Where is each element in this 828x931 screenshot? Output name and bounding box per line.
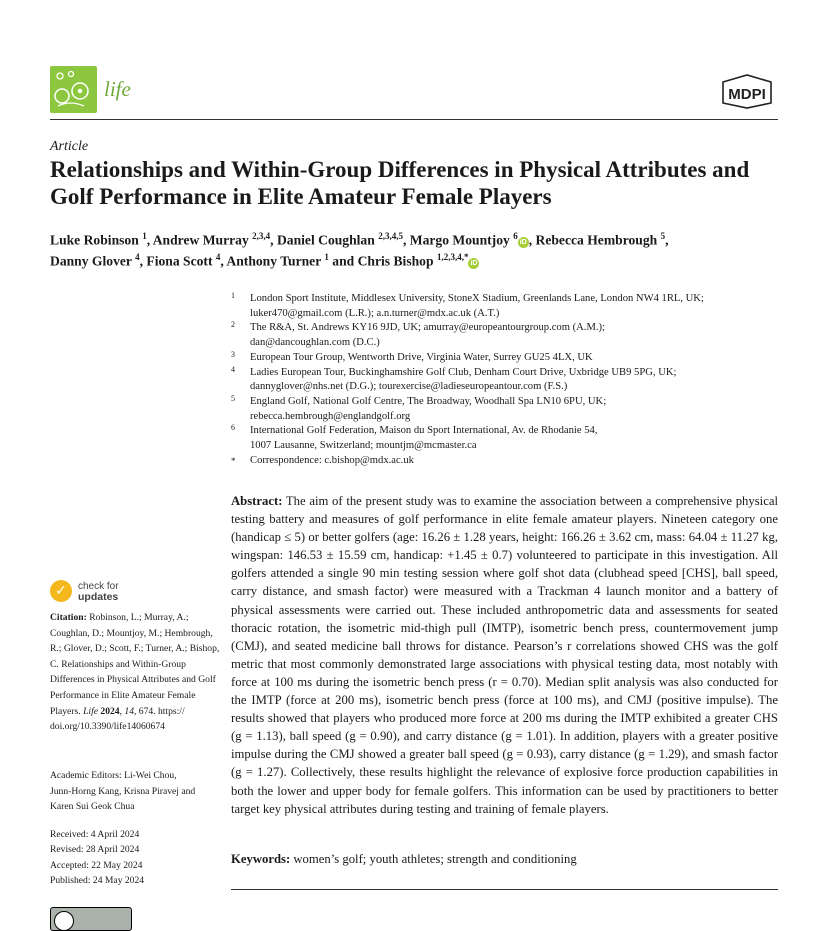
citation-pages: , 674. https:// xyxy=(133,705,185,717)
affiliation-number: 5 xyxy=(231,393,235,403)
author-affiliation-marker: 2,3,4,5 xyxy=(378,231,403,241)
author-separator: , xyxy=(528,232,536,248)
citation-journal: Life xyxy=(83,705,98,717)
keywords-label: Keywords: xyxy=(231,852,291,866)
author-affiliation-marker: 6 xyxy=(513,231,518,241)
author-separator: , xyxy=(146,232,153,248)
orcid-icon[interactable]: iD xyxy=(519,238,527,246)
author-name: Andrew Murray xyxy=(152,232,253,248)
author-affiliation-marker: 4 xyxy=(215,252,221,263)
citation-year: 2024 xyxy=(100,705,120,717)
author-separator: , xyxy=(402,232,410,248)
check-for-updates-badge[interactable] xyxy=(50,580,170,606)
journal-name: life xyxy=(104,77,131,101)
affiliations xyxy=(231,292,791,468)
date-accepted: Accepted: 22 May 2024 xyxy=(50,859,143,871)
academic-editors xyxy=(50,768,220,815)
author-affiliation-marker: 1,2,3,4,* xyxy=(436,252,469,263)
affiliation-number: 2 xyxy=(231,320,235,330)
affiliation-line: England Golf, National Golf Centre, The Broadway, Woodhall Spa LN10 6PU, UK; xyxy=(250,395,607,407)
affiliation-item xyxy=(231,454,791,469)
creative-commons-icon[interactable] xyxy=(50,907,132,931)
author-name: Rebecca Hembrough xyxy=(535,232,661,248)
affiliation-line: International Golf Federation, Maison du Sport International, Av. de Rhodanie 54, xyxy=(250,425,598,437)
affiliation-line: London Sport Institute, Middlesex University, StoneX Stadium, Greenlands Lane, London NW4 1RL, UK; xyxy=(250,293,704,304)
affiliation-line: European Tour Group, Wentworth Drive, Virginia Water, Surrey GU25 4LX, UK xyxy=(250,351,593,363)
abstract-label: Abstract: xyxy=(231,494,283,508)
affiliation-item xyxy=(231,366,791,395)
author-affiliation-marker: 2,3,4 xyxy=(252,231,271,241)
affiliation-line: dan@dancoughlan.com (D.C.) xyxy=(250,337,380,349)
abstract xyxy=(231,492,778,818)
abstract-bottom-rule xyxy=(231,889,778,890)
author-name: Fiona Scott xyxy=(146,253,216,269)
affiliation-line: Ladies European Tour, Buckinghamshire Golf Club, Denham Court Drive, Uxbridge UB9 5PG, UK; xyxy=(250,366,677,378)
date-revised: Revised: 28 April 2024 xyxy=(50,844,140,856)
microorganism-icon xyxy=(50,66,97,113)
affiliation-line: luker470@gmail.com (L.R.); a.n.turner@mdx.ac.uk (A.T.) xyxy=(250,307,500,319)
journal-logo xyxy=(50,66,97,113)
header-rule xyxy=(50,119,778,120)
citation-doi-link[interactable]: doi.org/10.3390/life14060674 xyxy=(50,721,165,733)
affiliation-number: 3 xyxy=(231,349,235,359)
affiliation-number: 4 xyxy=(231,364,235,374)
affiliation-line: 1007 Lausanne, Switzerland; mountjm@mcmaster.ca xyxy=(250,440,477,452)
affiliation-item xyxy=(231,292,791,321)
paper-title: Relationships and Within-Group Differences in Physical Attributes and Golf Performance in Elite Amateur Female Players xyxy=(50,157,750,209)
affiliation-line: dannyglover@nhs.net (D.G.); tourexercise@ladieseuropeantour.com (F.S.) xyxy=(250,381,568,393)
citation-volume: 14 xyxy=(124,705,134,717)
author-affiliation-marker: 1 xyxy=(142,231,147,241)
affiliation-line: Correspondence: c.bishop@mdx.ac.uk xyxy=(250,454,414,466)
author-name: Luke Robinson xyxy=(50,232,143,248)
author-separator: , xyxy=(270,232,277,248)
affiliation-number: 6 xyxy=(231,423,235,433)
author-separator: , xyxy=(139,253,147,269)
editors-line-0: Li-Wei Chou, xyxy=(124,770,177,781)
affiliation-line: rebecca.hembrough@englandgolf.org xyxy=(250,410,411,422)
citation-label: Citation: xyxy=(50,612,87,623)
publication-dates xyxy=(50,827,220,889)
author-name: Margo Mountjoy xyxy=(409,232,514,248)
author-affiliation-marker: 4 xyxy=(135,252,140,263)
date-received: Received: 4 April 2024 xyxy=(50,829,140,840)
affiliation-item xyxy=(231,351,791,366)
abstract-text: The aim of the present study was to examine the association between a comprehensive physical testing battery and measures of golf performance in elite female amateur players. Nineteen category one (handicap ≤ 5) or better golfers (age: 16.26 ± 1.28 years, height: 166.26 ± 3.62 cm, mass: 64.04 ± 11.27 kg, wingspan: 146.53 ± 15.59 cm, handicap: +1.45 ± 0.7) volunteered to participate in this investigation. All golfers attended a single 90 min testing session where golf shot data (clubhead speed [CHS], ball speed, carry distance, and smash factor) were measured with a Trackman 4 launch monitor and a battery of physical assessments were carried out. These included anthropometric data and assessments for seated thoracic rotation, the isometric mid-thigh pull (IMTP), isometric bench press, countermovement jump (CMJ), and seated medicine ball throws for distance. Pearson’s r correlations showed CHS was the golf metric that most commonly demonstrated large associations with physical testing data, most notably with force at 100 ms during the isometric bench press (r = 0.70). Median split analysis was also conducted for the IMTP (force at 200 ms), isometric bench press (force at 100 ms), and CMJ (positive impulse). The results showed that players who produced more force at 200 ms during the IMTP exhibited a greater CHS (g = 1.13), ball speed (g = 0.90), and carry distance (g = 1.01). In addition, players with a greater positive impulse during the CMJ showed a greater ball speed (g = 0.93), carry distance (g = 1.29), and smash factor (g = 1.27). Collectively, these results highlight the relevance of explosive force production capabilities in both the lower and upper body for female golfers. This information can be used by practitioners to better target key physical attributes during testing and training of female players. xyxy=(231,494,778,816)
author-name: Anthony Turner xyxy=(226,253,325,269)
article-type: Article xyxy=(50,139,89,154)
orcid-icon[interactable]: iD xyxy=(470,259,478,267)
date-published: Published: 24 May 2024 xyxy=(50,875,145,887)
author-name: Daniel Coughlan xyxy=(276,232,379,248)
citation-text: Robinson, L.; Murray, A.; Coughlan, D.; Mountjoy, M.; Hembrough, R.; Glover, D.; Scott, F.; Turner, A.; Bishop, C. Relationships and Within-Group Differences in Physical Attributes and Golf Performance in Elite Amateur Female Players. xyxy=(50,612,220,717)
author-separator: , xyxy=(220,253,227,269)
publisher-name: MDPI xyxy=(728,86,766,103)
author-name: Danny Glover xyxy=(50,253,136,269)
publisher-logo xyxy=(718,73,776,109)
author-name: Chris Bishop xyxy=(357,253,437,269)
affiliation-item xyxy=(231,321,791,350)
author-list xyxy=(50,228,790,270)
author-separator: , xyxy=(665,232,669,248)
cc-circle xyxy=(54,911,74,931)
affiliation-item xyxy=(231,424,791,453)
affiliation-item xyxy=(231,395,791,424)
affiliation-number: 1 xyxy=(231,291,235,300)
editors-label: Academic Editors: xyxy=(50,770,122,781)
citation-block: Citation: Robinson, L.; Murray, A.; Coughlan, D.; Mountjoy, M.; Hembrough, R.; Glover, D.; Scott, F.; Turner, A.; Bishop, C. Relationships and Within-Group Differences in Physical Attributes and Golf Performance in Elite Amateur Female Players. Life 2024, 14, 674. https:// doi.org/10.3390/life14060674 xyxy=(50,612,220,733)
keywords-text: women’s golf; youth athletes; strength and conditioning xyxy=(293,852,577,866)
check-updates-line1: check for xyxy=(78,581,119,592)
editors-line-2: Karen Sui Geok Chua xyxy=(50,801,135,813)
author-separator: and xyxy=(328,253,358,269)
affiliation-number: * xyxy=(231,455,236,466)
author-affiliation-marker: 5 xyxy=(660,231,666,241)
keywords xyxy=(231,852,778,867)
check-updates-icon: ✓ xyxy=(50,580,72,602)
affiliation-line: The R&A, St. Andrews KY16 9JD, UK; amurray@europeantourgroup.com (A.M.); xyxy=(250,322,605,334)
editors-line-1: Junn-Horng Kang, Krisna Piravej and xyxy=(50,785,196,797)
author-affiliation-marker: 1 xyxy=(324,252,329,263)
check-updates-line2: updates xyxy=(78,591,119,603)
